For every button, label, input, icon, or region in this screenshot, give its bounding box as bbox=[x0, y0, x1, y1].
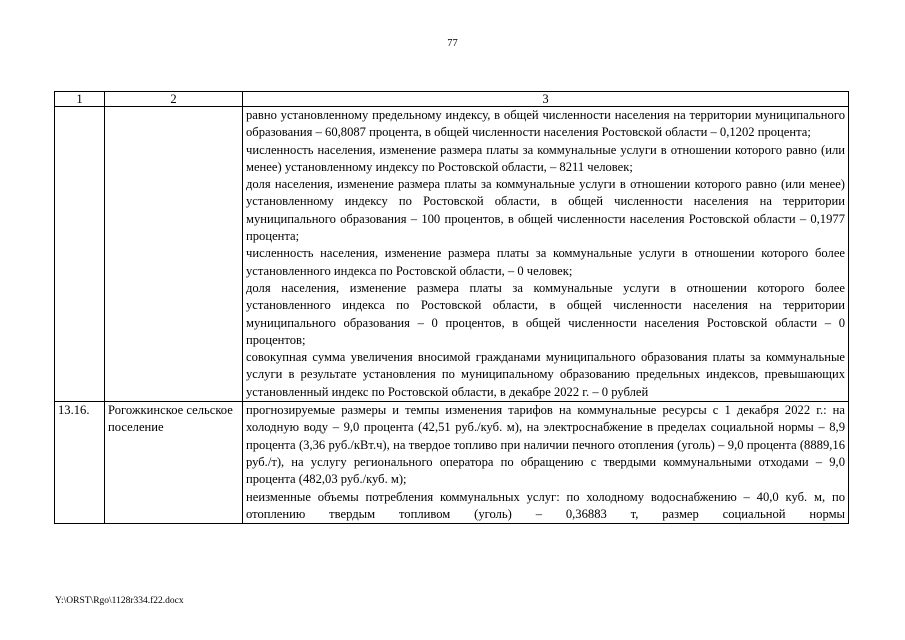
paragraph: доля населения, изменение размера платы за коммунальные услуги в отношении которого более установленного индекса по Ростовской области, в общей численности населения на территории муниципального образования – 0 процентов, в общей численности населения Ростовской области – 0 процентов; bbox=[246, 280, 845, 347]
settlement-name-cell: Рогожкинское сельское поселение bbox=[105, 402, 243, 524]
table-row bbox=[55, 402, 849, 524]
table-row bbox=[55, 107, 849, 402]
paragraph: прогнозируемые размеры и темпы изменения тарифов на коммунальные ресурсы с 1 декабря 2022 г.: на холодную воду – 9,0 процента (42,51 руб./куб. м), на электроснабжение в пределах социальной нормы – 8,9 процента (3,36 руб./кВт.ч), на твердое топливо при наличии печного отопления (уголь) – 9,0 процента (8889,16 руб./т), на услугу регионального оператора по обращению с твердыми коммунальными отходами – 9,0 процента (482,03 руб./куб. м); bbox=[246, 403, 845, 487]
settlement-name-cell bbox=[105, 107, 243, 402]
paragraph: равно установленному предельному индексу, в общей численности населения на территории муниципального образования – 60,8087 процента, в общей численности населения Ростовской области – 0,1202 процента; bbox=[246, 108, 845, 140]
document-table bbox=[54, 91, 849, 524]
paragraph: доля населения, изменение размера платы за коммунальные услуги в отношении которого равно (или менее) установленному индексу по Ростовской области, в общей численности населения на территории муниципального образования – 100 процентов, в общей численности населения Ростовской области – 0,1977 процента; bbox=[246, 177, 845, 244]
row-number-cell bbox=[55, 107, 105, 402]
table-header-row bbox=[55, 92, 849, 107]
paragraph: совокупная сумма увеличения вносимой гражданами муниципального образования платы за коммунальные услуги в результате установления по муниципальному образованию предельных индексов, превышающих установленный индекс по Ростовской области, в декабре 2022 г. – 0 рублей bbox=[246, 350, 845, 399]
row-number-cell: 13.16. bbox=[55, 402, 105, 524]
header-cell-1: 1 bbox=[55, 92, 105, 107]
header-cell-2: 2 bbox=[105, 92, 243, 107]
header-cell-3: 3 bbox=[243, 92, 849, 107]
paragraph: численность населения, изменение размера платы за коммунальные услуги в отношении которого более установленного индекса по Ростовской области, – 0 человек; bbox=[246, 246, 845, 278]
description-cell bbox=[243, 402, 849, 524]
file-path-footer: Y:\ORST\Rgo\1128r334.f22.docx bbox=[55, 596, 184, 606]
page-number: 77 bbox=[447, 38, 458, 49]
paragraph: неизменные объемы потребления коммунальных услуг: по холодному водоснабжению – 40,0 куб. м, по отоплению твердым топливом (уголь) – 0,36883 т, размер социальной нормы bbox=[246, 489, 845, 521]
paragraph: численность населения, изменение размера платы за коммунальные услуги в отношении которого равно (или менее) установленному индексу по Ростовской области, – 8211 человек; bbox=[246, 142, 845, 174]
description-cell bbox=[243, 107, 849, 402]
